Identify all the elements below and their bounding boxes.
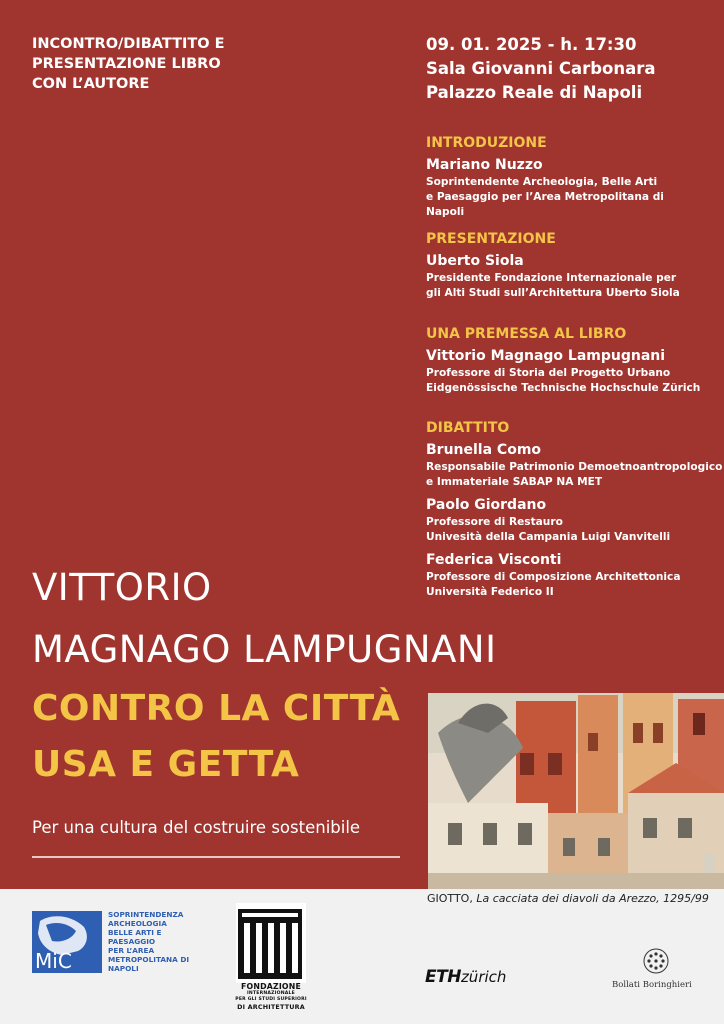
divider bbox=[32, 856, 400, 858]
mic-text-line: PER L’AREA bbox=[108, 946, 155, 955]
event-type bbox=[32, 34, 225, 94]
caption-artist: GIOTTO, bbox=[427, 892, 473, 905]
speaker-role: e Paesaggio per l’Area Metropolitana di bbox=[426, 191, 664, 203]
mic-text-line: METROPOLITANA DI bbox=[108, 955, 190, 964]
fondazione-name bbox=[232, 983, 310, 1011]
program-premessa bbox=[426, 325, 720, 396]
speaker-name: Vittorio Magnago Lampugnani bbox=[426, 348, 666, 364]
fondazione-line: DI ARCHITETTURA bbox=[237, 1003, 305, 1011]
event-type-line: PRESENTAZIONE LIBRO bbox=[32, 56, 221, 72]
speaker-role: Responsabile Patrimonio Demoetnoantropologico bbox=[426, 461, 723, 473]
speaker-role: Professore di Composizione Architettonica bbox=[426, 571, 681, 583]
event-type-line: INCONTRO/DIBATTITO E bbox=[32, 36, 225, 52]
eth-logo-rest: zürich bbox=[460, 968, 507, 986]
speaker-name: Brunella Como bbox=[426, 442, 542, 458]
event-date: 09. 01. 2025 - h. 17:30 bbox=[426, 35, 637, 54]
speaker-role: Napoli bbox=[426, 206, 465, 218]
speaker-role: gli Alti Studi sull’Architettura Uberto Siola bbox=[426, 287, 680, 299]
book-title-line1: CONTRO LA CITTÀ bbox=[32, 688, 401, 729]
program-introduzione bbox=[426, 134, 720, 220]
eth-logo-bold: ETH bbox=[425, 967, 461, 987]
fondazione-line: FONDAZIONE bbox=[240, 982, 302, 991]
speaker-name: Mariano Nuzzo bbox=[426, 157, 543, 173]
mic-logo bbox=[32, 911, 102, 973]
mic-logo-text bbox=[108, 910, 189, 973]
event-venue: Palazzo Reale di Napoli bbox=[426, 83, 643, 102]
speaker-name: Federica Visconti bbox=[426, 552, 562, 568]
speaker-role: Eidgenössische Technische Hochschule Zürich bbox=[426, 382, 701, 394]
speaker-role: Professore di Storia del Progetto Urbano bbox=[426, 367, 671, 379]
section-heading: UNA PREMESSA AL LIBRO bbox=[426, 326, 627, 342]
book-title-line2: USA E GETTA bbox=[32, 744, 300, 785]
mic-text-line: NAPOLI bbox=[108, 964, 139, 973]
book-author-line1: VITTORIO bbox=[32, 566, 212, 609]
section-heading: DIBATTITO bbox=[426, 420, 510, 436]
caption-work: La cacciata dei diavoli da Arezzo, 1295/99 bbox=[476, 892, 709, 905]
speaker-name: Paolo Giordano bbox=[426, 497, 547, 513]
speaker-name: Uberto Siola bbox=[426, 253, 524, 269]
bollati-icon bbox=[642, 947, 670, 975]
section-heading: INTRODUZIONE bbox=[426, 135, 547, 151]
mic-text-line: PAESAGGIO bbox=[108, 937, 156, 946]
event-info bbox=[426, 33, 656, 105]
painting-image bbox=[428, 693, 724, 889]
event-room: Sala Giovanni Carbonara bbox=[426, 59, 656, 78]
speaker-role: Presidente Fondazione Internazionale per bbox=[426, 272, 677, 284]
speaker-role: Univesità della Campania Luigi Vanvitelli bbox=[426, 531, 671, 543]
book-subtitle: Per una cultura del costruire sostenibile bbox=[32, 818, 361, 837]
mic-text-line: BELLE ARTI E bbox=[108, 928, 162, 937]
fondazione-line: PER GLI STUDI SUPERIORI bbox=[235, 997, 307, 1002]
speaker-role: Professore di Restauro bbox=[426, 516, 563, 528]
eth-logo bbox=[425, 967, 506, 987]
mic-mark: MiC bbox=[35, 949, 72, 973]
program-dibattito bbox=[426, 419, 723, 600]
speaker-role: Università Federico II bbox=[426, 586, 554, 598]
speaker-role: Soprintendente Archeologia, Belle Arti bbox=[426, 176, 658, 188]
program-presentazione bbox=[426, 230, 720, 301]
section-heading: PRESENTAZIONE bbox=[426, 231, 556, 247]
book-author-line2: MAGNAGO LAMPUGNANI bbox=[32, 628, 497, 671]
mic-text-line: SOPRINTENDENZA bbox=[108, 910, 184, 919]
bollati-name: Bollati Boringhieri bbox=[612, 980, 692, 990]
speaker-role: e Immateriale SABAP NA MET bbox=[426, 476, 603, 488]
fondazione-line: INTERNAZIONALE bbox=[247, 991, 295, 996]
event-type-line: CON L’AUTORE bbox=[32, 76, 150, 92]
mic-text-line: ARCHEOLOGIA bbox=[108, 919, 167, 928]
image-caption bbox=[427, 892, 709, 905]
footer bbox=[0, 889, 724, 1024]
